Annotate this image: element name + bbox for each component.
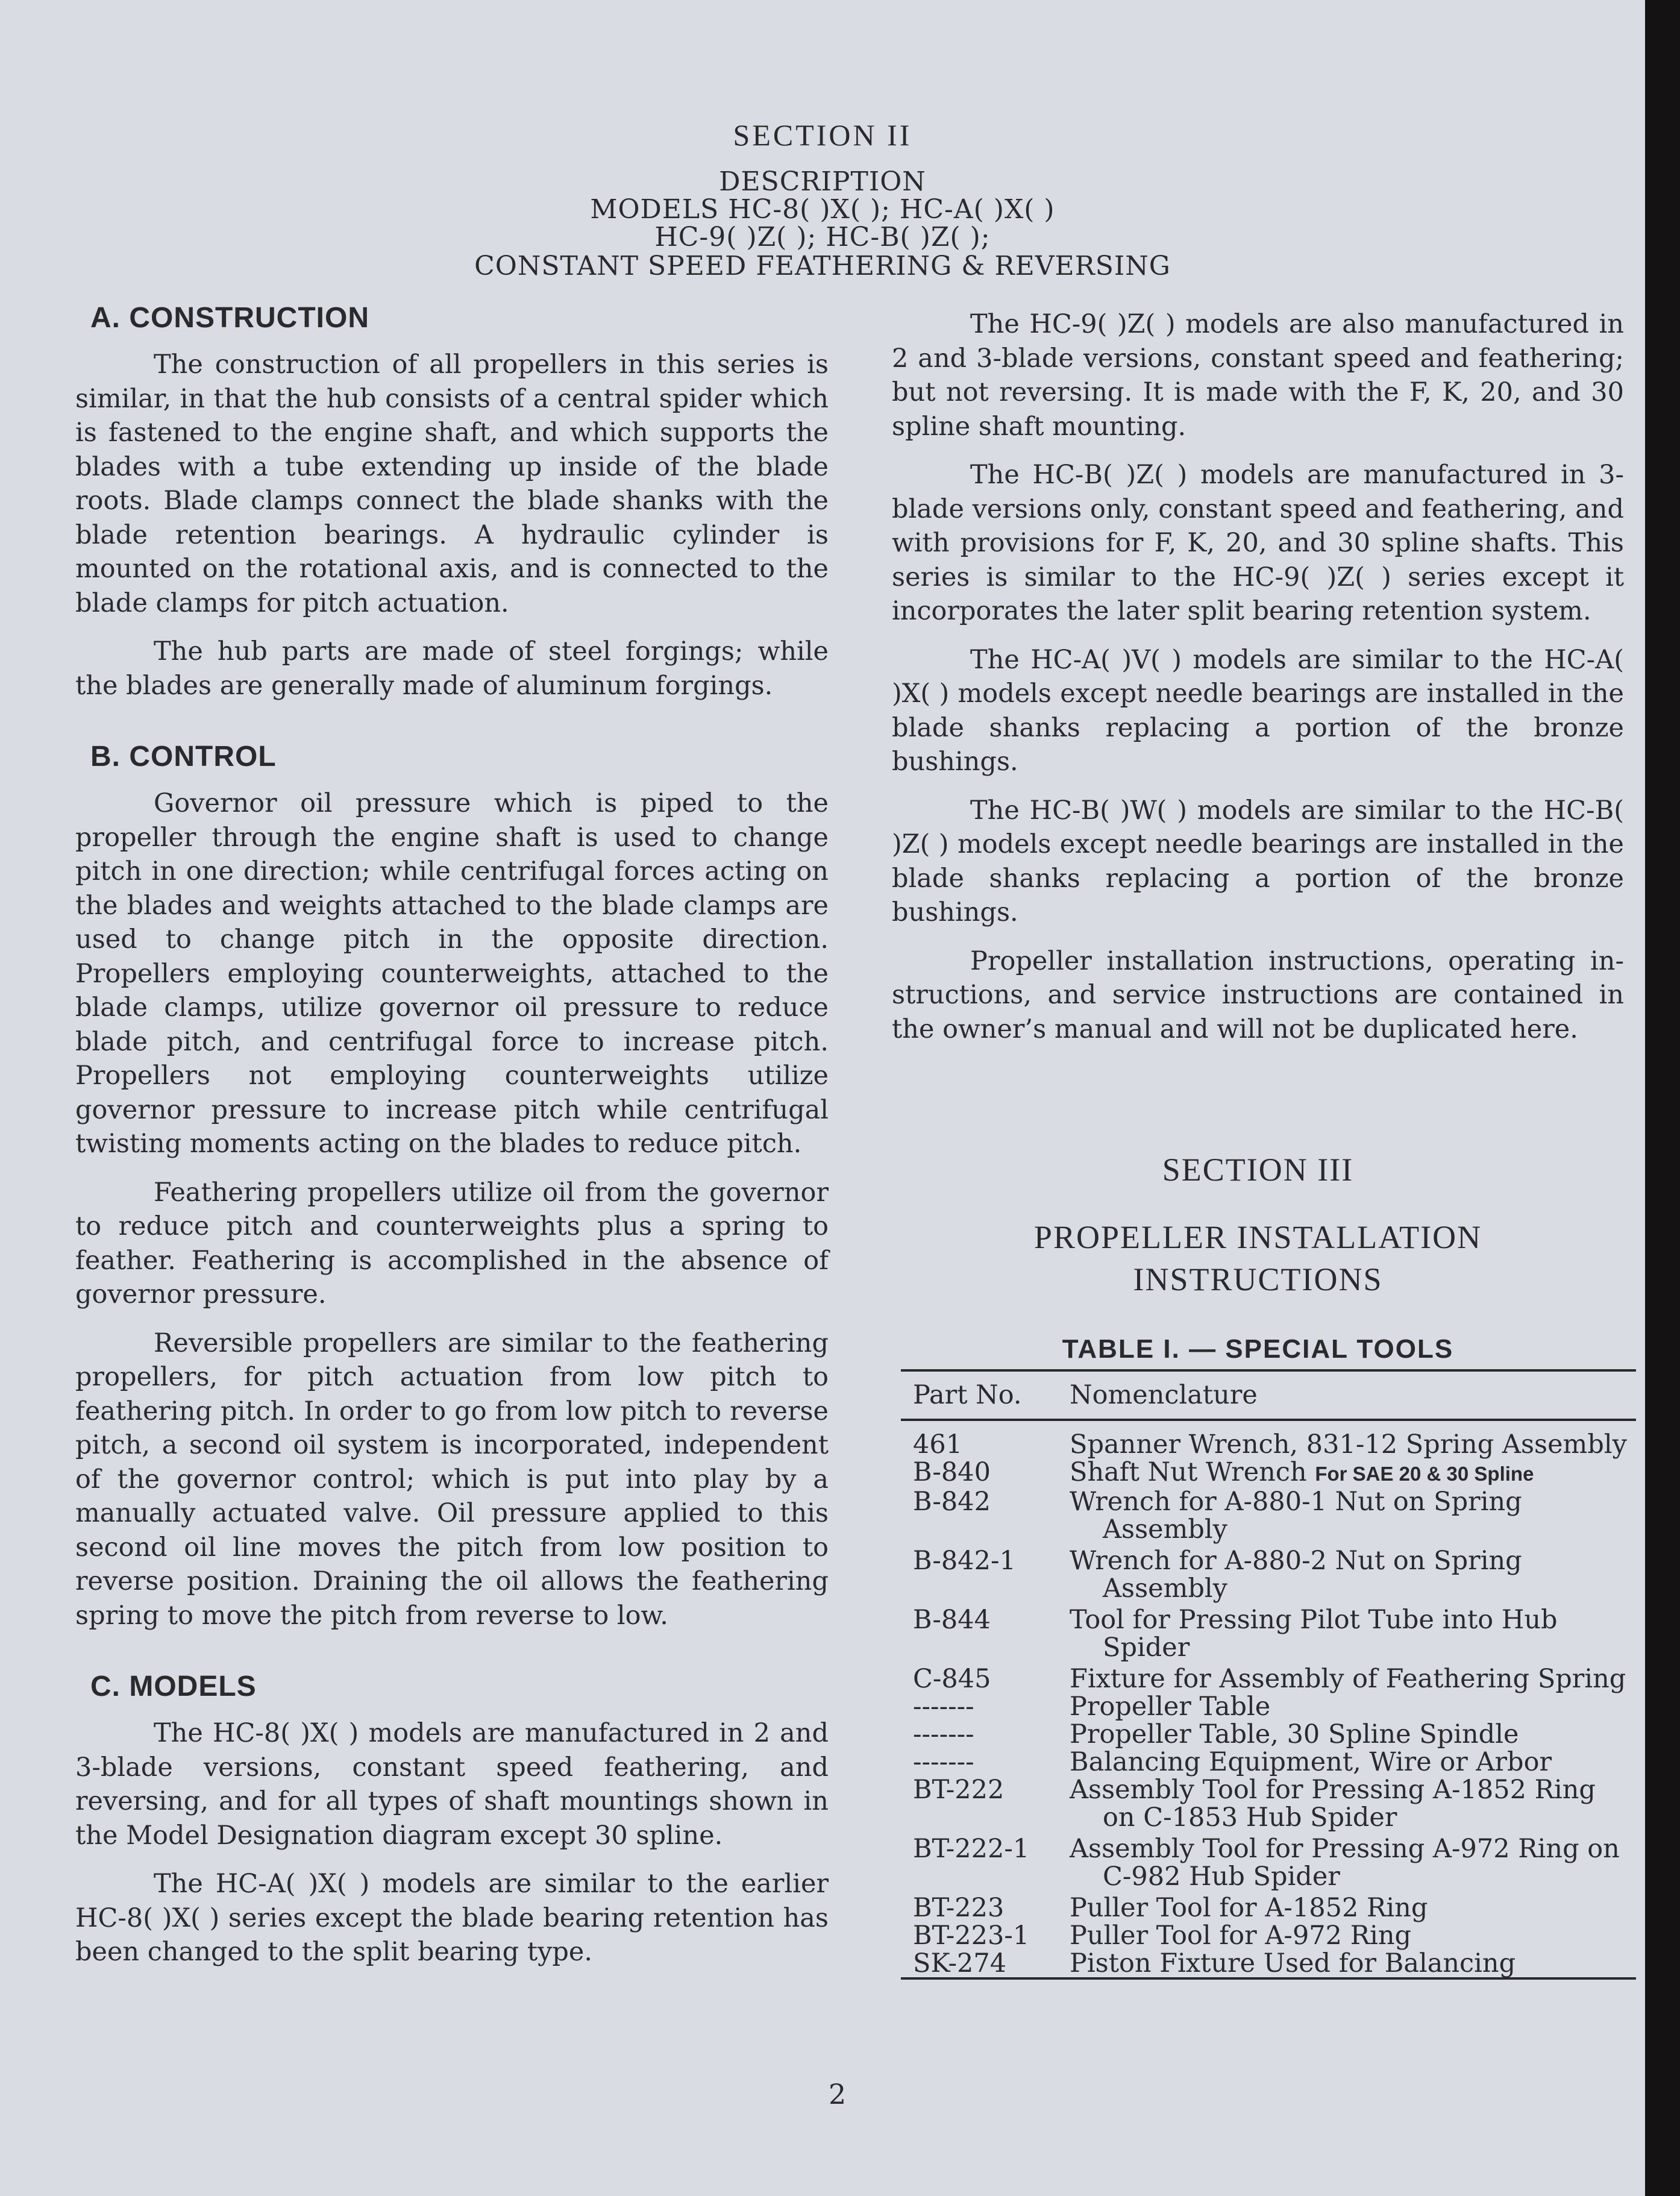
control-paragraph-3: Reversible propellers are similar to the feathering propellers, for pitch actuation from low pitch to feathering pitch. In order to go from low pitch to reverse pitch, a second oil system is incorporated, independent of the governor control; which is put into play by a manually actuated valve. Oil pressure applied to this second oil line moves the pitch from low position to reverse position. Draining the oil allows the feathering spring to move the pitch from reverse to low. xyxy=(75,1328,829,1631)
table-row: B-844 Tool for Pressing Pilot Tube into Hub Spider xyxy=(913,1605,1558,1663)
right-paragraph-3: The HC-A( )V( ) models are similar to the HC-A( )X( ) models except needle bearings are installed in the blade shanks replacing a portion of the bronze bushings. xyxy=(892,644,1624,777)
table-row: BT-222 Assembly Tool for Pressing A-1852 Ring on C-1853 Hub Spider xyxy=(913,1775,1596,1833)
table-row: B-840 Shaft Nut Wrench For SAE 20 & 30 Spline xyxy=(913,1457,1534,1487)
control-paragraph-1: Governor oil pressure which is piped to the propeller through the engine shaft is used to change pitch in one direction; while centrifugal forces acting on the blades and weights attached to the blade clamps are used to change pitch in the opposite direction. Propellers employing counterweights, attached to the blade clamps, utilize governor oil pressure to reduce blade pitch, and centrifugal force to increase pitch. Propellers not employing counterweights utilize governor pressure to increase pitch while centrifugal twisting moments acting on the blades to reduce pitch. xyxy=(75,788,829,1159)
construction-paragraph-1: The construction of all propellers in this series is similar, in that the hub consists of a central spider which is fastened to the engine shaft, and which supports the blades with a tube extending up inside of the blade roots. Blade clamps connect the blade shanks with the blade retention bearings. A hydraulic cylinder is mounted on the rotational axis, and is connected to the blade clamps for pitch actuation. xyxy=(75,350,829,618)
construction-heading: A. CONSTRUCTION xyxy=(90,302,369,334)
section-iii-title: SECTION III xyxy=(1162,1152,1354,1188)
special-tools-table xyxy=(901,1369,1636,1983)
models-heading: C. MODELS xyxy=(90,1671,257,1702)
section-subtitle: CONSTANT SPEED FEATHERING & REVERSING xyxy=(474,251,1171,281)
table-row: BT-222-1 Assembly Tool for Pressing A-972 Ring on C-982 Hub Spider xyxy=(913,1834,1620,1892)
table-row: SK-274 Piston Fixture Used for Balancing xyxy=(913,1948,1516,1978)
description-heading: DESCRIPTION xyxy=(719,166,926,197)
table-row: BT-223 Puller Tool for A-1852 Ring xyxy=(913,1893,1428,1923)
table-row: ------- Propeller Table xyxy=(913,1692,1271,1722)
right-paragraph-4: The HC-B( )W( ) models are similar to the HC-B( )Z( ) models except needle bearings are installed in the blade shanks replacing a portion of the bronze bushings. xyxy=(892,795,1624,927)
right-paragraph-2: The HC-B( )Z( ) models are manufactured in 3-blade versions only, constant speed and feathering, and with provisions for F, K, 20, and 30 spline shafts. This series is similar to the HC-9( )Z( ) series except it incorporates the later split bearing retention system. xyxy=(892,460,1624,626)
construction-paragraph-2: The hub parts are made of steel forgings; while the blades are generally made of aluminum forgings. xyxy=(75,636,829,701)
models-line-2: HC-9( )Z( ); HC-B( )Z( ); xyxy=(654,222,991,253)
section-iii-subtitle-1: PROPELLER INSTALLATION xyxy=(1033,1219,1482,1255)
table-title: TABLE I. — SPECIAL TOOLS xyxy=(1062,1334,1454,1364)
table-row: B-842-1 Wrench for A-880-2 Nut on Spring Assembly xyxy=(913,1546,1522,1604)
table-row: 461 Spanner Wrench, 831-12 Spring Assembly xyxy=(913,1429,1627,1460)
table-row: ------- Balancing Equipment, Wire or Arbor xyxy=(913,1747,1552,1777)
table-row: BT-223-1 Puller Tool for A-972 Ring xyxy=(913,1921,1412,1951)
models-paragraph-1: The HC-8( )X( ) models are manufactured in 2 and 3-blade versions, constant speed feathering, and reversing, and for all types of shaft mountings shown in the Model Designation diagram except 30 spline. xyxy=(75,1718,829,1851)
table-row: B-842 Wrench for A-880-1 Nut on Spring Assembly xyxy=(913,1487,1522,1545)
right-paragraph-1: The HC-9( )Z( ) models are also manufactured in 2 and 3-blade versions, constant speed and feathering; but not reversing. It is made with the F, K, 20, and 30 spline shaft mounting. xyxy=(892,309,1624,442)
binding-edge xyxy=(1645,0,1680,2196)
control-paragraph-2: Feathering propellers utilize oil from the governor to reduce pitch and counterweights plus a spring to feather. Feathering is accomplished in the absence of governor pressure. xyxy=(75,1177,829,1310)
table-bottom-rule xyxy=(901,1978,1636,1983)
spline-note: For SAE 20 & 30 Spline xyxy=(1315,1463,1534,1485)
right-paragraph-5: Propeller installation instructions, operating instructions, and service instructions are contained in the owner’s manual and will not be duplicated here. xyxy=(892,946,1624,1044)
table-row: ------- Propeller Table, 30 Spline Spindle xyxy=(913,1719,1519,1749)
models-line-1: MODELS HC-8( )X( ); HC-A( )X( ) xyxy=(590,194,1055,225)
models-paragraph-2: The HC-A( )X( ) models are similar to the earlier HC-8( )X( ) series except the blade bearing retention has been changed to the split bearing type. xyxy=(75,1869,829,1967)
page-number: 2 xyxy=(829,2078,847,2110)
section-title: SECTION II xyxy=(733,118,912,152)
section-iii-subtitle-2: INSTRUCTIONS xyxy=(1133,1261,1383,1297)
column-header-part: Part No. xyxy=(901,1370,1058,1420)
control-heading: B. CONTROL xyxy=(90,741,277,773)
column-header-nomenclature: Nomenclature xyxy=(1058,1370,1636,1420)
table-row: C-845 Fixture for Assembly of Feathering Spring xyxy=(913,1664,1626,1694)
right-column xyxy=(892,307,1627,1983)
left-column xyxy=(75,301,829,1984)
